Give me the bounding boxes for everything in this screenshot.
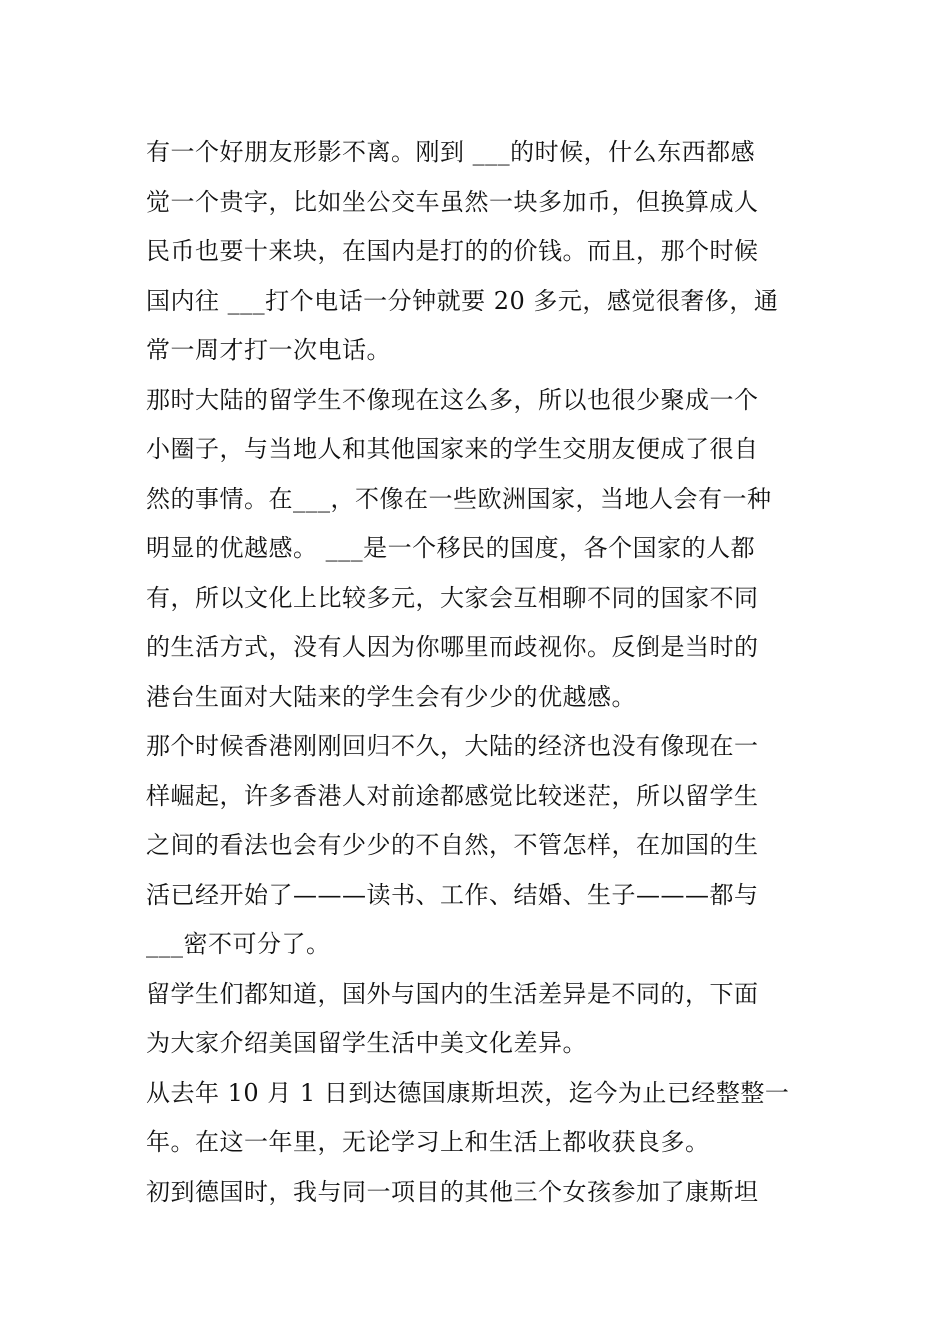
text-line: 样崛起，许多香港人对前途都感觉比较迷茫，所以留学生 [146,781,759,810]
text-line: 那个时候香港刚刚回归不久，大陆的经济也没有像现在一 [146,732,759,760]
text-line: 年。在这一年里，无论学习上和生活上都收获良多。 [146,1128,710,1156]
text-line: 为大家介绍美国留学生活中美文化差异。 [146,1029,587,1057]
text-line: 那时大陆的留学生不像现在这么多，所以也很少聚成一个 [146,385,759,414]
text-line: ___密不可分了。 [146,930,331,958]
text-line: 从去年 10 月 1 日到达德国康斯坦茨，迄今为止已经整整一 [146,1078,790,1107]
paragraph-6 [146,1168,806,1218]
text-line: 明显的优越感。 ___是一个移民的国度，各个国家的人都 [146,534,756,562]
text-line: 有一个好朋友形影不离。刚到 ___的时候，什么东西都感 [146,138,756,166]
text-line: 常一周才打一次电话。 [146,336,391,364]
paragraph-3 [146,722,806,970]
text-line: 初到德国时，我与同一项目的其他三个女孩参加了康斯坦 [146,1177,759,1206]
document-body [146,128,806,1217]
text-line: 小圈子，与当地人和其他国家来的学生交朋友便成了很自 [146,435,759,463]
text-line: 港台生面对大陆来的学生会有少少的优越感。 [146,682,636,711]
text-line: 国内往 ___打个电话一分钟就要 20 多元，感觉很奢侈，通 [146,286,779,315]
text-line: 觉一个贵字，比如坐公交车虽然一块多加币，但换算成人 [146,187,759,216]
paragraph-5 [146,1069,806,1168]
text-line: 活已经开始了———读书、工作、结婚、生子———都与 [146,880,759,909]
text-line: 然的事情。在___，不像在一些欧洲国家，当地人会有一种 [146,484,772,513]
text-line: 有，所以文化上比较多元，大家会互相聊不同的国家不同 [146,583,759,612]
paragraph-1 [146,128,806,376]
paragraph-4 [146,970,806,1069]
paragraph-2 [146,376,806,723]
text-line: 的生活方式，没有人因为你哪里而歧视你。反倒是当时的 [146,633,759,661]
text-line: 民币也要十来块，在国内是打的的价钱。而且，那个时候 [146,237,759,265]
text-line: 留学生们都知道，国外与国内的生活差异是不同的，下面 [146,979,759,1008]
text-line: 之间的看法也会有少少的不自然，不管怎样，在加国的生 [146,831,759,859]
